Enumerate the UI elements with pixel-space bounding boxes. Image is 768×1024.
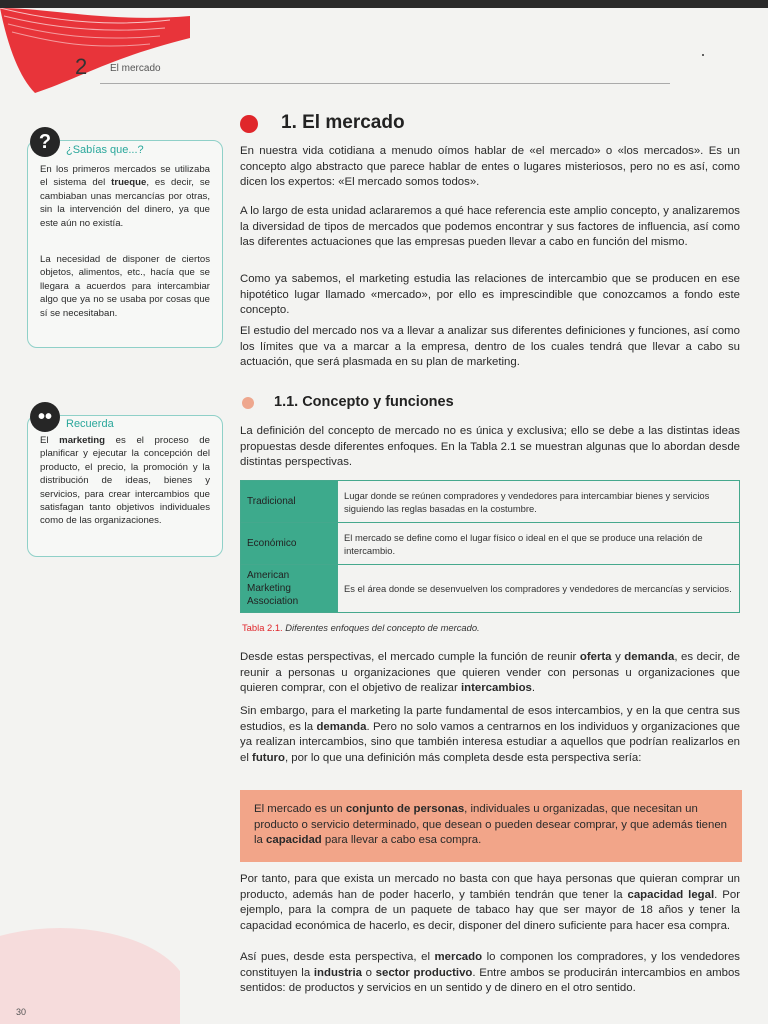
section-bullet bbox=[240, 115, 258, 133]
table-row bbox=[241, 565, 740, 613]
header-divider bbox=[100, 83, 670, 84]
recuerda-box bbox=[27, 406, 223, 557]
scan-top-edge bbox=[0, 0, 768, 8]
table-value: Es el área donde se desenvuelven los compradores y vendedores de mercancías y servicios. bbox=[338, 565, 740, 613]
paragraph-6: Desde estas perspectivas, el mercado cumple la función de reunir oferta y demanda, es decir, de reunir a personas u organizaciones que quieren vender con personas u organizaciones que quieren comprar, con el objetivo de realizar intercambios. bbox=[240, 651, 740, 694]
table-key: American Marketing Association bbox=[241, 565, 338, 613]
sabias-que-box bbox=[27, 131, 223, 348]
subsection-heading: 1.1. Concepto y funciones bbox=[274, 394, 454, 410]
section-heading: 1. El mercado bbox=[281, 112, 405, 133]
paragraph-3: Como ya sabemos, el marketing estudia las relaciones de intercambio que se producen en ese hipotético lugar llamado «mercado», por ello es imprescindible que conozcamos a fondo este concepto. bbox=[240, 273, 740, 316]
table-key: Económico bbox=[241, 523, 338, 565]
table-caption: Tabla 2.1. Diferentes enfoques del concepto de mercado. bbox=[242, 622, 480, 633]
question-bubble-icon: ? bbox=[30, 127, 60, 157]
sabias-que-text-2: La necesidad de disponer de ciertos objetos, alimentos, etc., hacía que se llegara a acuerdos para intercambiar algo que ya no se usaba por cosas que sí se necesitaban. bbox=[40, 254, 210, 319]
table-value: Lugar donde se reúnen compradores y vendedores para intercambiar bienes y servicios siguiendo las reglas basadas en la costumbre. bbox=[338, 481, 740, 523]
speech-bubble-icon: •• bbox=[30, 402, 60, 432]
sabias-que-text-1: En los primeros mercados se utilizaba el sistema del trueque, es decir, se cambiaban unas mercancías por otras, sin la intervención del dinero, ya que este aún no existía. bbox=[40, 164, 210, 229]
table-row bbox=[241, 523, 740, 565]
paragraph-4: El estudio del mercado nos va a llevar a analizar sus diferentes definiciones y funciones, así como los límites que va a marcar a la empresa, dentro de los cuales tendrá que llevar a cabo su actuación, que será plasmada en su plan de marketing. bbox=[240, 325, 740, 368]
paragraph-1: En nuestra vida cotidiana a menudo oímos hablar de «el mercado» o «los mercados». Es un concepto algo abstracto que parece hablar de entes o lugares misteriosos, pero no es así, como dicen los expertos: «El mercado somos todos». bbox=[240, 145, 740, 188]
bottom-decoration bbox=[0, 888, 180, 1024]
subsection-bullet bbox=[242, 397, 254, 409]
recuerda-title: Recuerda bbox=[66, 418, 114, 430]
sabias-que-title: ¿Sabías que...? bbox=[66, 144, 144, 156]
paragraph-2: A lo largo de esta unidad aclararemos a qué hace referencia este amplio concepto, y analizaremos la diversidad de tipos de mercados que podemos encontrar y sus factores de influencia, así como las diferentes actuaciones que las empresas pueden llevar a cabo en función del mismo. bbox=[240, 205, 740, 248]
table-key: Tradicional bbox=[241, 481, 338, 523]
scan-speck bbox=[702, 54, 704, 56]
chapter-title: El mercado bbox=[110, 63, 161, 74]
paragraph-5: La definición del concepto de mercado no es única y exclusiva; ello se debe a las distintas ideas propuestas desde diferentes enfoques. En la Tabla 2.1 se muestran algunas que lo abordan desde distintas perspectivas. bbox=[240, 425, 740, 468]
table-row bbox=[241, 481, 740, 523]
corner-decoration bbox=[0, 8, 190, 98]
book-page bbox=[0, 8, 768, 1024]
page-number: 30 bbox=[16, 1007, 27, 1017]
definitions-table bbox=[240, 480, 740, 613]
paragraph-8: Por tanto, para que exista un mercado no basta con que haya personas que quieran comprar un producto, además han de poder hacerlo, y también tendrán que tener la capacidad legal. Por ejemplo, para la compra de un paquete de tabaco hay que ser mayor de 18 años y tener la capacidad económica de hacerlo, es decir, disponer del dinero suficiente para hacer esa compra. bbox=[240, 873, 741, 932]
recuerda-text: El marketing es el proceso de planificar y ejecutar la concepción del producto, el precio, la promoción y la distribución de ideas, bienes y servicios, para crear intercambios que satisfagan tanto objetivos individuales como de las organizaciones. bbox=[40, 435, 210, 527]
highlight-text: El mercado es un conjunto de personas, individuales u organizadas, que necesitan un producto o servicio determinado, que desean o pueden desear comprar, y que además tienen la capacidad para llevar a cabo esa compra. bbox=[254, 803, 728, 846]
table-value: El mercado se define como el lugar físico o ideal en el que se produce una relación de intercambio. bbox=[338, 523, 740, 565]
paragraph-7: Sin embargo, para el marketing la parte fundamental de esos intercambios, y en la que centra sus estudios, es la demanda. Pero no solo vamos a centrarnos en los individuos y organizaciones que ya realizan intercambios, sino que también interesa estudiar a aquellos que podrían realizarlos en el futuro, por lo que una definición más completa desde esta perspectiva sería: bbox=[240, 705, 740, 764]
chapter-number: 2 bbox=[75, 54, 88, 79]
paragraph-9: Así pues, desde esta perspectiva, el mercado lo componen los compradores, y los vendedores constituyen la industria o sector productivo. Entre ambos se producirán intercambios en ambos sentidos: de productos y servicios en un sentido y de dinero en el otro sentido. bbox=[240, 951, 741, 994]
definition-highlight bbox=[240, 790, 742, 862]
